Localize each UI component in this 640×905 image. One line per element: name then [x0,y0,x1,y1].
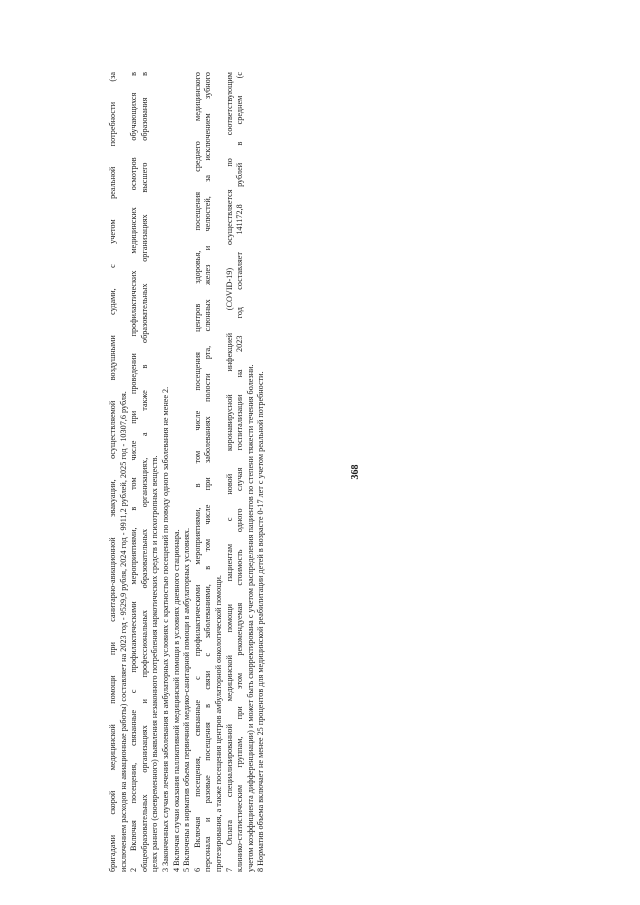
footnote-line: клинико-статистическим группам, при этом рекомендуемая стоимость одного случая госпитализации на 2023 год составляет 141172,8 рублей в среднем (с [235,72,245,872]
footnotes-block [108,72,267,872]
footnote-line: 8 Норматив объема включает не менее 25 процентов для медицинской реабилитации детей в возрасте 0-17 лет с учетом реальной потребности. [256,371,266,872]
footnote-line: протезирования, а также посещения центров амбулаторной онкологической помощи. [213,575,223,872]
footnote-line: общеобразовательных организациях и профессиональных образовательных организациях, а также в образовательных организациях высшего образования в [139,72,149,872]
footnote-line: исключением расходов на авиационные работы) составляет на 2023 год - 9529,9 рубля, 2024 год - 9911,2 рублей, 2025 год - 10307,6 рубля. [118,391,128,872]
footnote-line: учетом коэффициента дифференциации) и может быть скорректирована с учетом распределения пациентов по степени тяжести течения болезни. [245,364,255,872]
footnote-line: 4 Включая случаи оказания паллиативной медицинской помощи в условиях дневного стационара. [171,529,181,872]
footnote-line: бригадами скорой медицинской помощи при санитарно-авиационной эвакуации, осуществляемой воздушными судами, с учетом реальной потребности (за [108,72,117,872]
page-number: 368 [350,464,361,480]
footnote-line: персонала и разовые посещения в связи с заболеваниями, в том числе при заболеваниях полости рта, слюнных желез и челюстей, за исключением зубного [203,72,213,872]
footnote-line: 2 Включая посещения, связанные с профилактическими мероприятиями, в том числе при проведении профилактических медицинских осмотров обучающихся в [129,72,139,872]
rotated-content [108,72,308,872]
footnote-line: 3 Законченных случаев лечения заболевания в амбулаторных условиях с кратностью посещений по поводу одного заболевания не менее 2. [160,386,170,872]
footnote-line: 5 Включены в норматив объема первичной медико-санитарной помощи в амбулаторных условиях. [182,527,192,872]
footnote-line: целях раннего (своевременного) выявления незаконного потребления наркотических средств и психотропных веществ. [150,455,160,872]
footnote-line: 6 Включая посещения, связанные с профилактическими мероприятиями, в том числе посещения центров здоровья, посещения среднего медицинского [192,72,202,872]
footnote-line: 7 Оплата специализированной медицинской помощи пациентам с новой коронавирусной инфекцией (COVID-19) осуществляется по соответствующим [224,72,234,872]
